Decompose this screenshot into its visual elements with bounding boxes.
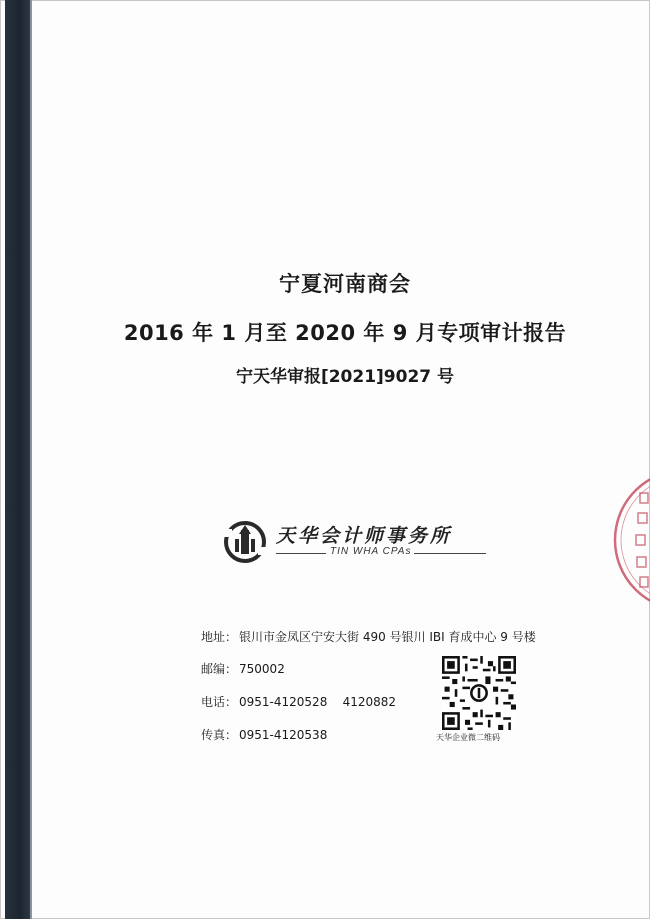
address-label: 地址： — [201, 630, 238, 644]
qr-code-icon — [442, 656, 516, 730]
firm-rule-right — [414, 553, 486, 554]
firm-name-chinese: 天华会计师事务所 — [276, 525, 453, 547]
address-line — [201, 628, 536, 645]
phone-value: 0951-4120528 4120882 — [239, 695, 397, 709]
qr-caption: 天华企业微二维码 — [436, 733, 500, 742]
phone-line — [201, 693, 396, 710]
binding-edge — [30, 0, 32, 919]
firm-emblem-icon — [222, 519, 268, 565]
report-title: 2016 年 1 月至 2020 年 9 月专项审计报告 — [123, 321, 567, 345]
fax-label: 传真： — [201, 728, 238, 742]
postcode-value: 750002 — [239, 662, 285, 676]
phone-label: 电话： — [201, 695, 238, 709]
report-number: 宁天华审报[2021]9027 号 — [235, 367, 455, 387]
address-value: 银川市金凤区宁安大街 490 号银川 IBI 育成中心 9 号楼 — [239, 630, 536, 644]
fax-value: 0951-4120538 — [239, 728, 328, 742]
firm-rule-left — [276, 553, 326, 554]
firm-logo — [222, 519, 492, 567]
postcode-line — [201, 660, 285, 677]
official-seal-icon — [610, 465, 650, 615]
fax-line — [201, 726, 327, 743]
postcode-label: 邮编： — [201, 662, 238, 676]
firm-name-english: TIN WHA CPAs — [330, 546, 412, 557]
organization-name: 宁夏河南商会 — [279, 272, 411, 296]
binding-strip — [5, 0, 30, 919]
